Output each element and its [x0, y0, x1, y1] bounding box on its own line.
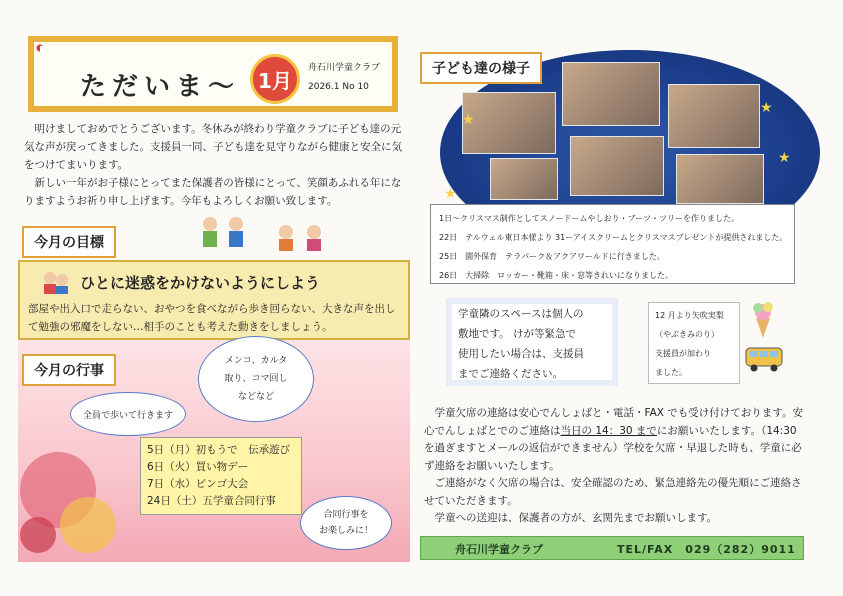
speech-bubble-joint	[300, 496, 392, 550]
intro-text	[24, 120, 404, 210]
absence-text-1: 学童欠席の連絡は安心でんしょばと・電話・FAX でも受け付けております。安心でんしょばとでのご連絡は	[424, 407, 803, 437]
bubble-walk-text: 全員で歩いて行きます	[82, 410, 173, 421]
event-item: 5日（月）初もうで 伝承遊び	[147, 444, 291, 456]
speech-bubble-games	[198, 336, 314, 422]
star-icon: ★	[760, 100, 773, 116]
goal-title: ひとに迷惑をかけないようにしよう	[80, 274, 321, 292]
club-name: 舟石川学童クラブ	[308, 63, 381, 73]
star-icon: ★	[778, 150, 791, 166]
header-banner	[28, 36, 398, 112]
absence-text-2: にお願いいたします。（14:30 を過ぎますとメールの返信ができません）学校を欠席・早退した時も、学童に必ず連絡をお願いいたします。	[424, 424, 802, 472]
photo-outing	[490, 158, 558, 200]
star-icon: ★	[444, 186, 457, 202]
absence-policy-text	[424, 405, 804, 528]
activity-report-box	[430, 204, 795, 284]
issue-number: 2026.1 No 10	[308, 82, 369, 92]
absence-text-4: 学童への送迎は、保護者の方が、玄関先までお願いします。	[434, 512, 718, 524]
ice-cream-icon	[748, 300, 778, 340]
notice-line: 敷地です。 けが等緊急で	[458, 328, 576, 340]
photo-table	[668, 84, 760, 148]
footer-phone: TEL/FAX 029（282）9011	[617, 543, 796, 556]
events-list	[140, 437, 302, 515]
footer-club-name: 舟石川学童クラブ	[455, 543, 543, 556]
space-notice-box	[446, 298, 618, 386]
contact-footer	[420, 536, 804, 560]
children-playing-illustration	[190, 212, 340, 258]
events-section-label: 今月の行事	[22, 354, 116, 386]
kids-icon	[40, 268, 72, 296]
photo-presents	[570, 136, 664, 196]
notice-line: 学童隣のスペースは個人の	[458, 308, 584, 320]
report-item: 26日 大掃除 ロッカー・靴箱・床・窓等きれいになりました。	[439, 271, 674, 280]
photo-cleaning	[676, 154, 764, 204]
side-note-line: （やぶきみのり）	[655, 330, 719, 339]
side-note-line: 支援員が加わり	[655, 349, 711, 358]
notice-line: までご連絡ください。	[458, 368, 563, 380]
side-note-line: ました。	[655, 368, 687, 377]
bubble-joint-line-1: 合同行事を	[323, 510, 369, 520]
bubble-games-line-2: 取り、コマ回し	[224, 374, 288, 384]
report-item: 1日～クリスマス制作としてスノードームやしおり・ブーツ・ツリーを作りました。	[439, 214, 739, 223]
speech-bubble-walk	[70, 392, 186, 436]
newsletter-title: ただいま〜	[80, 72, 241, 102]
photo-crafting	[462, 92, 556, 154]
intro-paragraph-1: 明けましておめでとうございます。冬休みが終わり学童クラブに子ども達の元気な声が戻ってきました。支援員一同、子ども達を見守りながら健康と安全に気をつけてまいります。	[24, 123, 402, 171]
event-item: 24日（土）五学童合同行事	[147, 495, 276, 507]
side-note-line: 12 月より矢吹実梨	[655, 311, 724, 320]
new-staff-note	[648, 302, 740, 384]
fan-decoration-icon	[18, 430, 138, 560]
event-item: 6日（火）買い物デー	[147, 461, 249, 473]
photo-group	[562, 62, 660, 126]
goal-description: 部屋や出入口で走らない、おやつを食べながら歩き回らない、大きな声を出して勉強の邪魔をしない…相手のことも考えた動きをしましょう。	[28, 303, 396, 333]
notice-line: 使用したい場合は、支援員	[458, 348, 584, 360]
bubble-games-line-3: などなど	[237, 392, 274, 402]
event-item: 7日（水）ビンゴ大会	[147, 478, 249, 490]
report-item: 25日 園外保育 テラパーク＆アクアワールドに行きました。	[439, 252, 665, 261]
star-icon: ★	[462, 112, 475, 128]
month-badge: 1月	[250, 54, 300, 104]
bubble-games-line-1: メンコ、カルタ	[224, 356, 288, 366]
intro-paragraph-2: 新しい一年がお子様にとってまた保護者の皆様にとって、笑顔あふれる年になりますようお祈り申し上げます。今年もよろしくお願い致します。	[24, 177, 402, 207]
absence-text-3: ご連絡がなく欠席の場合は、安全確認のため、緊急連絡先の優先順にご連絡させていただきます。	[424, 477, 802, 507]
bus-icon	[744, 344, 784, 374]
children-section-label: 子ども達の様子	[420, 52, 542, 84]
bubble-joint-line-2: お楽しみに！	[318, 526, 373, 536]
absence-deadline: 当日の 14：30 まで	[560, 424, 657, 437]
goal-box	[18, 260, 410, 340]
report-item: 22日 テルウェル東日本様より 31ーアイスクリームとクリスマスプレゼントが提供されました。	[439, 233, 788, 242]
goal-section-label: 今月の目標	[22, 226, 116, 258]
